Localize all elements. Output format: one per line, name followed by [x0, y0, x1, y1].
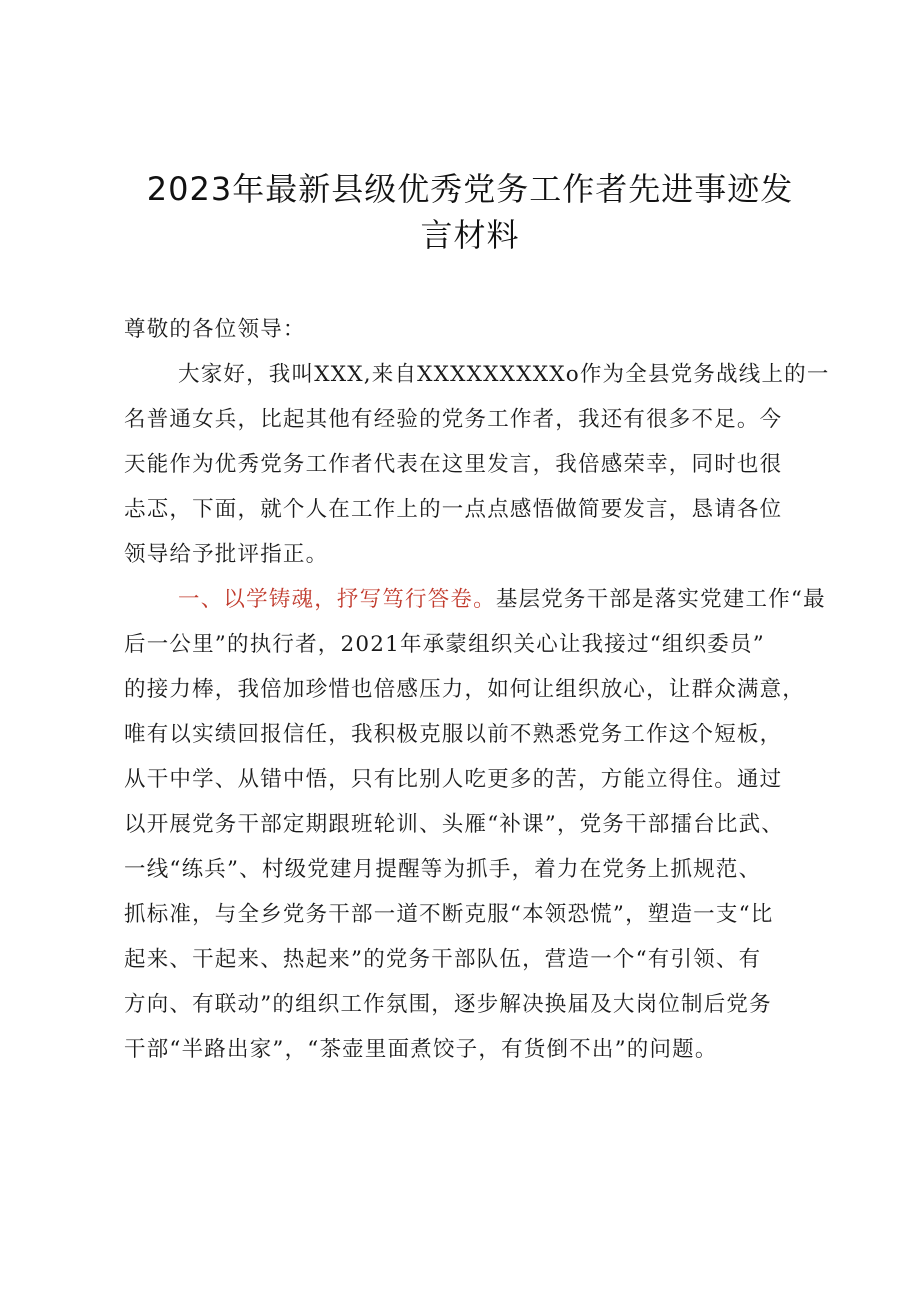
paragraph-line: 一线“练兵”、村级党建月提醒等为抓手，着力在党务上抓规范、: [124, 857, 762, 882]
section-1-first-line: [124, 577, 824, 622]
intro-paragraph: [124, 352, 830, 577]
paragraph-line: 方向、有联动”的组织工作氛围，逐步解决换届及大岗位制后党务: [124, 992, 772, 1017]
paragraph-line: 抓标准，与全乡党务干部一道不断克服“本领恐慌”，塑造一支“比: [124, 902, 774, 927]
paragraph-line: 从干中学、从错中悟，只有比别人吃更多的苦，方能立得住。通过: [124, 767, 783, 792]
paragraph-line: 后一公里”的执行者，2021年承蒙组织关心让我接过“组织委员”: [124, 632, 765, 657]
section-1-first-line-text: 基层党务干部是落实党建工作“最: [495, 587, 826, 612]
paragraph-line: 唯有以实绩回报信任，我积极克服以前不熟悉党务工作这个短板，: [124, 722, 783, 747]
salutation: 尊敬的各位领导：: [124, 317, 306, 342]
paragraph-line: 天能作为优秀党务工作者代表在这里发言，我倍感荣幸，同时也很: [124, 452, 783, 477]
paragraph-line: 起来、干起来、热起来”的党务干部队伍，营造一个“有引领、有: [124, 947, 762, 972]
paragraph-line: 忐忑，下面，就个人在工作上的一点点感悟做简要发言，恳请各位: [124, 497, 783, 522]
section-1-heading: 一、以学铸魂，抒写笃行答卷。: [178, 587, 496, 612]
title-line-2: 言材料: [420, 216, 520, 254]
paragraph-line: 的接力棒，我倍加珍惜也倍感压力，如何让组织放心，让群众满意，: [124, 677, 806, 702]
paragraph-line: 名普通女兵，比起其他有经验的党务工作者，我还有很多不足。今: [124, 407, 783, 432]
paragraph-line: 领导给予批评指正。: [124, 542, 329, 567]
paragraph-line: 以开展党务干部定期跟班轮训、头雁“补课”，党务干部擂台比武、: [124, 812, 784, 837]
section-1-paragraph: [124, 577, 824, 1072]
paragraph-line: 大家好，我叫XXX,来自XXXXXXXXXo作为全县党务战线上的一: [178, 362, 830, 387]
paragraph-line: 干部“半路出家”，“茶壶里面煮饺子，有货倒不出”的问题。: [124, 1037, 718, 1062]
document-title: [120, 166, 820, 258]
title-line-1: 2023年最新县级优秀党务工作者先进事迹发: [146, 170, 794, 208]
